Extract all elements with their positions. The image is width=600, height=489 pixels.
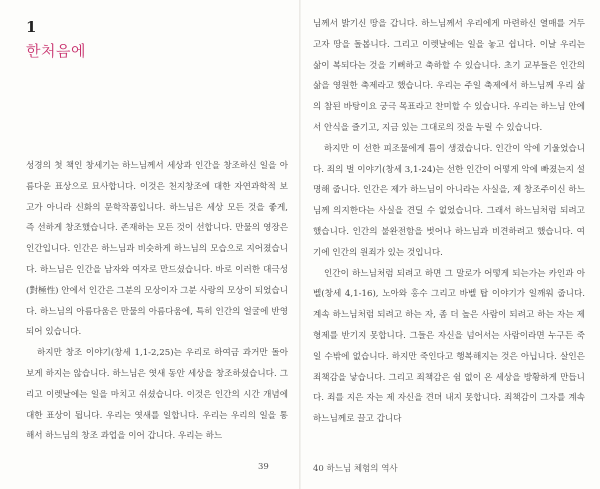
paragraph: 성경의 첫 책인 창세기는 하느님께서 세상과 인간을 창조하신 일을 아름다운 표상으로 묘사합니다. 이것은 천지창조에 대한 자연과학적 보고가 아니라 신화의 문학작품입니다. 하느님은 세상 모든 것을 좋게, 즉 선하게 창조했습니다. 존재하는 모든 것이 선합니다. 만물의 영장은 인간입니다. 인간은 하느님과 비슷하게 하느님의 모습으로 지어졌습니다. 하느님은 인간을 남자와 여자로 만드셨습니다. 바로 이러한 대극성(對極性) 안에서 인간은 그분의 모상이자 그분 사랑의 모상이 되었습니다. 하느님의 아름다움은 만물의 아름다움에, 특히 인간의 얼굴에 반영되어 있습니다. [26, 161, 288, 338]
paragraph: 하지만 창조 이야기(창세 1,1-2,25)는 우리로 하여금 과거만 돌아보게 하지는 않습니다. 하느님은 엿새 동안 세상을 창조하셨습니다. 그리고 이렛날에는 일을 마치고 쉬셨습니다. 이것은 인간의 시간 개념에 대한 표상이 됩니다. 우리는 엿새를 일합니다. 우리는 우리의 일을 통해서 하느님의 창조 과업을 이어 갑니다. 우리는 하느 [26, 348, 288, 442]
paragraph: 님께서 밝기신 땅을 갑니다. 하느님께서 우리에게 마련하신 열매를 거두고자 땅을 돌봅니다. 그리고 이렛날에는 일을 놓고 쉽니다. 이날 우리는 삶이 복되다는 것을 기뻐하고 축하할 수 있습니다. 초기 교부들은 인간의 삶을 영원한 축제라고 했습니다. 우리는 주일 축제에서 하느님께 우리 삶의 참된 바탕이요 궁극 목표라고 찬미할 수 있습니다. 우리는 하느님 안에서 안식을 즐기고, 지금 있는 그대로의 것을 누릴 수 있습니다. [313, 19, 585, 133]
left-body-text [26, 156, 288, 447]
paragraph: 하지만 이 선한 피조물에게 틈이 생겼습니다. 인간이 악에 기울었습니다. 죄의 벌 이야기(창세 3,1-24)는 선한 인간이 어떻게 악에 빠졌는지 설명해 줍니다. 인간은 제가 하느님이 아니라는 사실을, 제 창조주이신 하느님께 의지한다는 사실을 견딜 수 없었습니다. 그래서 하느님처럼 되려고 했습니다. 인간의 불완전함을 벗어나 하느님과 비견하려고 했습니다. 여기에 인간의 원죄가 있는 것입니다. [313, 143, 585, 258]
page-number: 39 [258, 462, 269, 472]
running-footer: 40 하느님 체험의 역사 [313, 464, 398, 474]
chapter-title: 한처음에 [26, 42, 86, 60]
chapter-number: 1 [26, 18, 37, 36]
right-page [301, 0, 600, 489]
left-page [0, 0, 299, 489]
paragraph: 인간이 하느님처럼 되려고 하면 그 말로가 어떻게 되는가는 카인과 아벨(창세 4,1-16), 노아와 홍수 그리고 바벨 탑 이야기가 일깨워 줍니다. 계속 하느님처럼 되려고 하는 자, 좀 더 높은 사람이 되려고 하는 자는 제 형제를 반기지 못합니다. 그들은 자신을 넘어서는 사람이라면 누구든 죽일 수밖에 없습니다. 하지만 죽인다고 행복해지는 것은 아닙니다. 살인은 죄책감을 낳습니다. 그리고 죄책감은 쉼 없이 온 세상을 방황하게 만듭니다. 죄를 지은 자는 제 자신을 견뎌 내지 못합니다. 죄책감이 그자를 계속 하느님께로 끌고 갑니다 [313, 268, 585, 425]
right-body-text [313, 14, 585, 430]
